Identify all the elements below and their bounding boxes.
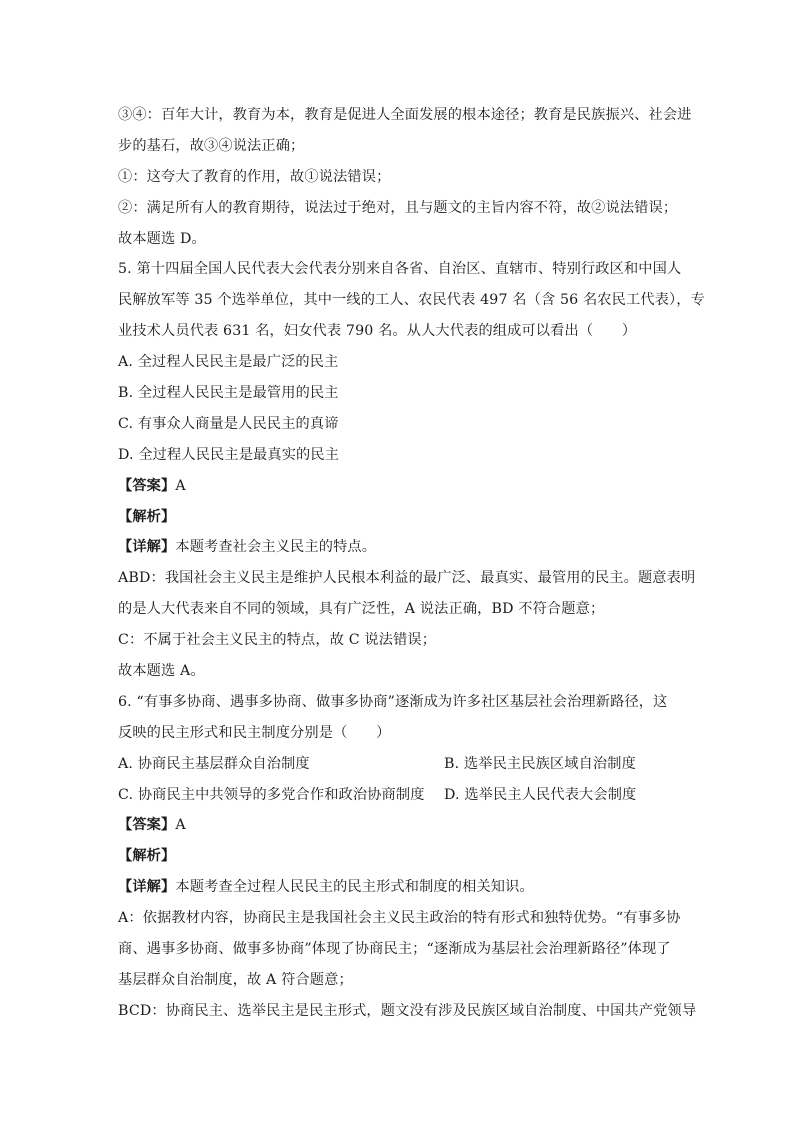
document-page	[118, 100, 705, 1027]
question-5-explanation: ABD：我国社会主义民主是维护人民根本利益的最广泛、最真实、最管用的民主。题意表明	[118, 570, 696, 587]
question-5-stem: 业技术人员代表 631 名，妇女代表 790 名。从人大代表的组成可以看出（ ）	[118, 323, 637, 340]
detail-text: 本题考查社会主义民主的特点。	[175, 539, 377, 556]
analysis-line: ③④：百年大计，教育为本，教育是促进人全面发展的根本途径；教育是民族振兴、社会进	[118, 107, 692, 123]
question-5-explanation: 的是人大代表来自不同的领域，具有广泛性，A 说法正确，BD 不符合题意；	[118, 601, 605, 618]
question-6-explanation: 商、遇事多协商、做事多协商”体现了协商民主；“逐渐成为基层社会治理新路径”体现了	[118, 941, 671, 958]
question-6-explanation: BCD：协商民主、选举民主是民主形式，题文没有涉及民族区域自治制度、中国共产党领导	[118, 1002, 697, 1019]
question-5-stem: 5. 第十四届全国人民代表大会代表分别来自各省、自治区、直辖市、特别行政区和中国人	[118, 261, 682, 278]
answer-value: A	[175, 817, 186, 834]
question-6-explanation: A：依据教材内容，协商民主是我国社会主义民主政治的特有形式和独特优势。“有事多协	[118, 910, 681, 927]
question-5-answer	[118, 471, 678, 502]
question-6-option-d: D. 选举民主人民代表大会制度	[444, 786, 637, 803]
detail-label: 【详解】	[118, 879, 176, 896]
analysis-conclusion: 故本题选 D。	[118, 230, 206, 247]
question-5-option-b: B. 全过程人民民主是最管用的民主	[118, 385, 339, 402]
question-6-detail	[118, 872, 678, 903]
question-5-option-c: C. 有事众人商量是人民民主的真谛	[118, 415, 339, 432]
question-6-answer	[118, 810, 678, 841]
question-6-option-b: B. 选举民主民族区域自治制度	[444, 755, 636, 772]
analysis-line: ①：这夸大了教育的作用，故①说法错误；	[118, 168, 391, 185]
analysis-line: 步的基石，故③④说法正确；	[118, 137, 305, 154]
question-5-explanation: C：不属于社会主义民主的特点，故 C 说法错误；	[118, 632, 437, 649]
analysis-label: 【解析】	[118, 508, 176, 525]
answer-label: 【答案】	[118, 817, 176, 834]
question-6-stem: 6. “有事多协商、遇事多协商、做事多协商”逐渐成为许多社区基层社会治理新路径，这	[118, 693, 668, 710]
question-6-options-row	[118, 749, 678, 780]
question-5-analysis-heading	[118, 502, 678, 533]
question-6-explanation: 基层群众自治制度，故 A 符合题意；	[118, 971, 353, 988]
question-5-option-d: D. 全过程人民民主是最真实的民主	[118, 446, 340, 463]
detail-label: 【详解】	[118, 539, 176, 556]
question-6-option-c: C. 协商民主中共领导的多党合作和政治协商制度	[118, 786, 425, 803]
question-6-options-row	[118, 780, 678, 811]
detail-text: 本题考查全过程人民民主的民主形式和制度的相关知识。	[175, 879, 534, 896]
answer-value: A	[175, 477, 186, 494]
analysis-line: ②：满足所有人的教育期待，说法过于绝对，且与题文的主旨内容不符，故②说法错误；	[118, 199, 678, 216]
answer-label: 【答案】	[118, 477, 176, 494]
question-5-option-a: A. 全过程人民民主是最广泛的民主	[118, 354, 339, 371]
question-5-detail	[118, 532, 678, 563]
question-6-option-a: A. 协商民主基层群众自治制度	[118, 755, 310, 772]
question-6-stem: 反映的民主形式和民主制度分别是（ ）	[118, 724, 391, 741]
question-5-stem: 民解放军等 35 个选举单位，其中一线的工人、农民代表 497 名（含 56 名农民工代表），专	[118, 292, 705, 309]
analysis-label: 【解析】	[118, 848, 176, 865]
question-5-conclusion: 故本题选 A。	[118, 663, 205, 680]
question-6-analysis-heading	[118, 841, 678, 872]
